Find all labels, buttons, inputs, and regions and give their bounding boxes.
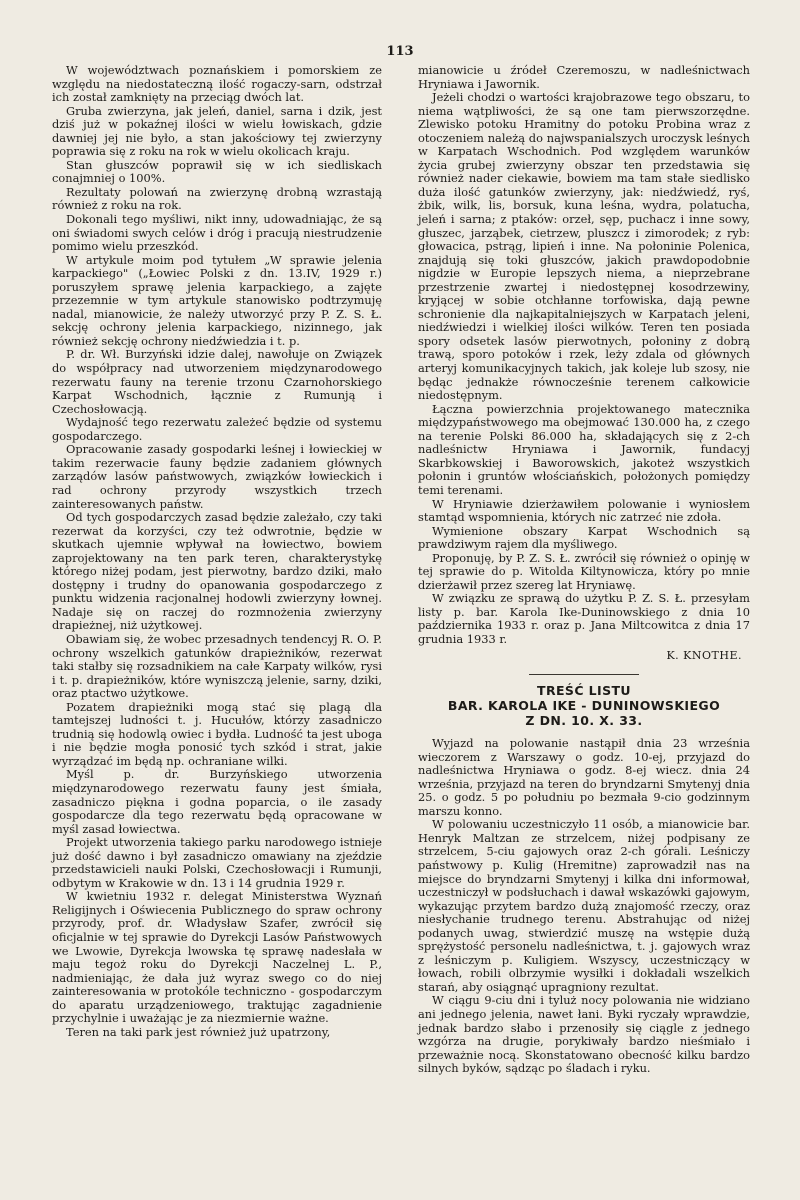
paragraph: W artykule moim pod tytułem „W sprawie jelenia karpackiego" („Łowiec Polski z dn. 13.IV, 1929 r.) poruszyłem sprawę jelenia karpackiego, a zajęte przezemnie w tym artykule stanowisko podtrzymuję nadal, mianowicie, że należy utworzyć przy P. Z. S. Ł. sekcję ochrony jelenia karpackiego, nizinnego, jak również sekcję ochrony niedźwiedzia i t. p. <box>52 252 382 348</box>
letter-heading-author: BAR. KAROLA IKE - DUNINOWSKIEGO <box>447 698 721 714</box>
paragraph: Proponuję, by P. Z. S. Ł. zwrócił się również o opinję w tej sprawie do p. Witolda Kiltynowicza, który po mnie dzierżawił przez szereg lat Hryniawę. <box>418 550 750 592</box>
paragraph: Myśl p. dr. Burzyńskiego utworzenia międzynarodowego rezerwatu fauny jest śmiała, zasadniczo piękna i godna poparcia, o ile zasady gospodarcze dla tego rezerwatu będą opracowane w myśl zasad łowiectwa. <box>52 767 382 836</box>
paragraph: Łączna powierzchnia projektowanego matecznika międzypaństwowego ma obejmować 130.000 ha, z czego na terenie Polski 86.000 ha, składających się z 2-ch nadleśnictw Hryniawa i Jawornik, fundacyj Skarbkowskiej i Baworowskich, jakoteż wszystkich połonin i gruntów włościańskich, położonych pomiędzy temi terenami. <box>418 401 750 497</box>
paragraph: P. dr. Wł. Burzyński idzie dalej, nawołuje on Związek do współpracy nad utworzeniem międzynarodowego rezerwatu fauny na terenie trzonu Czarnohorskiego Karpat Wschodnich, łącznie z Rumunją i Czechosłowacją. <box>52 347 382 416</box>
paragraph: W Hryniawie dzierżawiłem polowanie i wyniosłem stamtąd wspomnienia, których nic zatrzeć nie zdoła. <box>418 496 750 525</box>
section-divider <box>529 674 639 675</box>
paragraph: mianowicie u źródeł Czeremoszu, w nadleśnictwach Hryniawa i Jawornik. <box>418 63 750 91</box>
paragraph: Wyjazd na polowanie nastąpił dnia 23 września wieczorem z Warszawy o godz. 10-ej, przyjazd do nadleśnictwa Hryniawa o godz. 8-ej wiecz. dnia 24 września, przyjazd na teren do bryndzarni Smytenyj dnia 25. o godz. 5 po południu po bezmała 9-cio godzinnym marszu konno. <box>418 736 750 818</box>
paragraph: Rezultaty polowań na zwierzynę drobną wzrastają również z roku na rok. <box>52 184 382 213</box>
paragraph: Stan głuszców poprawił się w ich siedliskach conajmniej o 100%. <box>52 157 382 186</box>
paragraph: Dokonali tego myśliwi, nikt inny, udowadniając, że są oni świadomi swych celów i dróg i pracują niestrudzenie pomimo wielu przeszkód. <box>52 212 382 254</box>
paragraph: Projekt utworzenia takiego parku narodowego istnieje już dość dawno i był zasadniczo omawiany na zjeździe przedstawicieli nauki Polski, Czechosłowacji i Rumunji, odbytym w Krakowie w dn. 13 i 14 grudnia 1929 r. <box>52 835 382 890</box>
paragraph: Wymienione obszary Karpat Wschodnich są prawdziwym rajem dla myśliwego. <box>418 523 750 552</box>
letter-heading-title: TREŚĆ LISTU <box>537 683 631 699</box>
page-number: 113 <box>386 44 414 59</box>
paragraph: Opracowanie zasady gospodarki leśnej i łowieckiej w takim rezerwacie fauny będzie zadaniem głównych zarządów lasów państwowych, związków łowieckich i rad ochrony przyrody wszystkich trzech zainteresowanych państw. <box>52 442 382 511</box>
left-column <box>52 64 382 1039</box>
paragraph: W kwietniu 1932 r. delegat Ministerstwa Wyznań Religijnych i Oświecenia Publicznego do spraw ochrony przyrody, prof. dr. Władysław Szafer, zwrócił się oficjalnie w tej sprawie do Dyrekcji Lasów Państwowych we Lwowie, Dyrekcja lwowska tę sprawę nadesłała w maju tegoż roku do Dyrekcji Naczelnej L. P., nadmieniając, że dała już wyraz swego co do niej zainteresowania w protokóle techniczno - gospodarczym do aparatu urządzeniowego, traktując zagadnienie przychylnie i uważając je za niezmiernie ważne. <box>52 889 382 1026</box>
paragraph: Od tych gospodarczych zasad będzie zależało, czy taki rezerwat da korzyści, czy też odwrotnie, będzie w skutkach ujemnie wpływał na łowiectwo, bowiem zaprojektowany na ten park teren, charakterystykę którego niżej podam, jest pierwotny, bardzo dziki, mało dostępny i trudny do opanowania gospodarczego z punktu widzenia racjonalnej hodowli zwierzyny łownej. Nadaje się on raczej do rozmnożenia zwierzyny drapieżnej, niż użytkowej. <box>52 510 382 633</box>
paragraph: Teren na taki park jest również już upatrzony, <box>66 1024 331 1039</box>
paragraph: W ciągu 9-ciu dni i tyluż nocy polowania nie widziano ani jednego jelenia, nawet łani. Byki ryczały wprawdzie, jednak bardzo słabo i przenosiły się ciągle z jednego wzgórza na drugie, porykiwały bardzo nieśmiało i przeważnie nocą. Skonstatowano obecność kilku bardzo silnych byków, sądząc po śladach i ryku. <box>418 993 750 1076</box>
right-column <box>418 64 750 1076</box>
paragraph: Pozatem drapieżniki mogą stać się plagą dla tamtejszej ludności t. j. Hucułów, którzy zasadniczo trudnią się hodowlą owiec i bydła. Ludność ta jest uboga i nie będzie mogła ponosić tych szkód i strat, jakie wyrządzać im będą np. ochraniane wilki. <box>52 699 382 768</box>
paragraph: Obawiam się, że wobec przesadnych tendencyj R. O. P. ochrony wszelkich gatunków drapieżników, rezerwat taki stałby się rozsadnikiem na całe Karpaty wilków, rysi i t. p. drapieżników, które wyniszczą jelenie, sarny, dziki, oraz ptactwo użytkowe. <box>52 631 382 701</box>
paragraph: Gruba zwierzyna, jak jeleń, daniel, sarna i dzik, jest dziś już w pokaźnej ilości w wielu łowiskach, gdzie dawniej jej nie było, a stan jakościowy tej zwierzyny poprawia się z roku na rok w wielu okolicach kraju. <box>52 103 382 159</box>
letter-heading <box>418 683 750 728</box>
paragraph: W województwach poznańskiem i pomorskiem ze względu na niedostateczną ilość rogaczy-sarn, odstrzał ich został zamknięty na przeciąg dwóch lat. <box>52 63 382 105</box>
author-signature: K. KNOTHE. <box>666 648 742 662</box>
paragraph: Jeżeli chodzi o wartości krajobrazowe tego obszaru, to niema wątpliwości, że są one tam pierwszorzędne. Zlewisko potoku Hramitny do potoku Probina wraz z otoczeniem należą do najwspanialszych uroczysk leśnych w Karpatach Wschodnich. Pod względem warunków życia grubej zwierzyny obszar ten przedstawia się również nader ciekawie, bowiem ma tam stałe siedlisko duża ilość gatunków zwierzyny, jak: niedźwiedź, ryś, żbik, wilk, lis, borsuk, kuna leśna, wydra, polatucha, jeleń i sarna; z ptaków: orzeł, sęp, puchacz i inne sowy, głuszec, jarząbek, cietrzew, pluszcz i zimorodek; z ryb: głowacica, pstrąg, lipień i inne. Na połoninie Polenica, znajdują się toki głuszców, jakich prawdopodobnie nigdzie w Europie lepszych niema, a nieprzebrane przestrzenie zwartej i niedostępnej kosodrzewiny, kryjącej w sobie otchłanne torfowiska, dają pewne schronienie dla najkapitalniejszych w Karpatach jeleni, niedźwiedzi i wielkiej ilości wilków. Teren ten posiada spory odsetek lasów pierwotnych, połoniny z dobrą trawą, sporo potoków i rzek, leży zdala od głównych arteryj komunikacyjnych takich, jak koleje lub szosy, nie będąc jednakże równocześnie terenem całkowicie niedostępnym. <box>418 90 750 403</box>
letter-heading-date: Z DN. 10. X. 33. <box>525 713 643 729</box>
paragraph: W związku ze sprawą do użytku P. Z. S. Ł. przesyłam listy p. bar. Karola Ike-Duninowskiego z dnia 10 października 1933 r. oraz p. Jana Miltcowitca z dnia 17 grudnia 1933 r. <box>418 591 750 646</box>
paragraph: Wydajność tego rezerwatu zależeć będzie od systemu gospodarczego. <box>52 415 382 443</box>
paragraph: W polowaniu uczestniczyło 11 osób, a mianowicie bar. Henryk Maltzan ze strzelcem, niżej podpisany ze strzelcem, 5-ciu gajowych oraz 2-ch górali. Leśniczy państwowy p. Kulig (Hremitne) zaprowadził nas na miejsce do bryndzarni Smytenyj i kilka dni informował, uczestniczył w podsłuchach i dawał wskazówki gajowym, wykazując przytem bardzo dużą znajomość rzeczy, oraz niesłychanie trudnego terenu. Abstrahując od niżej podanych uwag, stwierdzić muszę na wstępie dużą sprężystość personelu nadleśnictwa, t. j. gajowych wraz z leśniczym p. Kuligiem. Wszyscy, uczestniczący w łowach, robili olbrzymie wysiłki i dokładali wszelkich starań, aby osiągnąć upragniony rezultat. <box>418 817 750 994</box>
